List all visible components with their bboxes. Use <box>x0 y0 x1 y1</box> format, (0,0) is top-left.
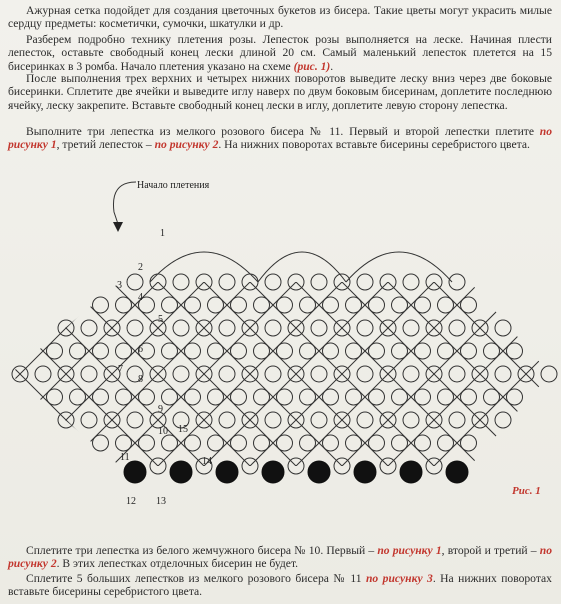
bead <box>357 320 373 336</box>
bead <box>449 320 465 336</box>
bead <box>484 343 500 359</box>
net-line <box>0 282 20 466</box>
bead <box>461 343 477 359</box>
bead <box>392 389 408 405</box>
bead <box>392 297 408 313</box>
large-petals-text-end: . На нижних поворотах вставьте бисерины серебристого цвета. <box>8 572 552 599</box>
net-line <box>0 282 20 466</box>
bead <box>357 412 373 428</box>
bead <box>93 435 109 451</box>
bead <box>300 343 316 359</box>
net-line <box>526 282 561 466</box>
bead <box>185 343 201 359</box>
figure-reference-1: по рисунку 1 <box>8 125 552 152</box>
bead <box>392 343 408 359</box>
bead <box>173 366 189 382</box>
bead <box>185 389 201 405</box>
bead <box>323 343 339 359</box>
net-line <box>526 282 561 466</box>
number-label-2: 2 <box>138 262 143 273</box>
number-label-13: 13 <box>156 496 166 507</box>
bead <box>369 343 385 359</box>
dark-bead <box>354 461 376 483</box>
net-line <box>480 282 561 466</box>
bead <box>461 389 477 405</box>
bead <box>403 412 419 428</box>
bead <box>311 274 327 290</box>
bead <box>70 343 86 359</box>
bead <box>449 366 465 382</box>
figure-reference-2: по рисунку 2 <box>154 138 219 152</box>
bead <box>300 297 316 313</box>
instructions-paragraph: После выполнения трех верхних и четырех нижних поворотов выведите леску вниз через две боковые бисеринки. Сплетите две ячейки и выведите иглу наверх по двум боковым бисеринам, доплетите последнюю ячейку, леску закрепите. Вставьте свободный конец лески в иглу, доплетите левую сторону лепестка. <box>8 72 552 112</box>
number-label-15: 15 <box>178 424 188 435</box>
bead <box>162 343 178 359</box>
petals-text-mid: , третий лепесток – <box>56 138 155 152</box>
bead <box>277 343 293 359</box>
bead <box>265 274 281 290</box>
bead <box>323 435 339 451</box>
bead <box>323 297 339 313</box>
bead <box>162 297 178 313</box>
net-line <box>0 282 112 466</box>
bead <box>277 297 293 313</box>
top-arc <box>346 252 452 282</box>
petals-text-end: . На нижних поворотах вставьте бисерины серебристого цвета. <box>218 138 530 152</box>
bead <box>81 366 97 382</box>
large-petals-paragraph <box>8 572 552 599</box>
bead <box>346 297 362 313</box>
bead <box>415 435 431 451</box>
large-petals-text: Сплетите 5 больших лепестков из мелкого розового бисера № 11 <box>26 572 366 585</box>
bead <box>357 274 373 290</box>
bead <box>265 412 281 428</box>
figure-reference-2: по рисунку 2 <box>8 544 552 571</box>
bead <box>346 389 362 405</box>
number-label-7: 7 <box>118 364 123 375</box>
bead <box>438 435 454 451</box>
number-label-9: 9 <box>158 404 163 415</box>
dark-bead <box>308 461 330 483</box>
intro-paragraph: Ажурная сетка подойдет для создания цветочных букетов из бисера. Такие цветы могут украсить милые сердцу предметы: косметички, сумочки, шкатулки и др. <box>8 4 552 31</box>
figure-reference-3: по рисунку 3 <box>365 572 433 585</box>
bead <box>139 435 155 451</box>
dark-bead <box>446 461 468 483</box>
bead <box>277 435 293 451</box>
bead <box>415 343 431 359</box>
bead <box>208 297 224 313</box>
net-line <box>0 282 66 466</box>
bead <box>139 389 155 405</box>
bead <box>208 389 224 405</box>
start-arrow <box>113 182 136 224</box>
dark-bead <box>124 461 146 483</box>
number-label-1: 1 <box>160 228 165 239</box>
net-line <box>0 282 112 466</box>
bead <box>461 435 477 451</box>
dark-bead <box>216 461 238 483</box>
net-line <box>0 282 158 466</box>
dark-bead <box>400 461 422 483</box>
net-line <box>0 282 158 466</box>
bead <box>93 389 109 405</box>
net-line <box>480 282 561 466</box>
bead <box>173 274 189 290</box>
bead <box>185 297 201 313</box>
bead <box>47 343 63 359</box>
bead <box>438 297 454 313</box>
number-label-11: 11 <box>120 452 130 463</box>
bead <box>35 366 51 382</box>
bead <box>265 320 281 336</box>
bead <box>93 343 109 359</box>
petals-paragraph <box>8 125 552 152</box>
bead <box>265 366 281 382</box>
bead <box>219 366 235 382</box>
arrow-head <box>113 222 123 232</box>
number-label-6: 6 <box>138 344 143 355</box>
bead <box>311 366 327 382</box>
dark-bead <box>170 461 192 483</box>
bead <box>231 389 247 405</box>
technique-text-end: . <box>330 59 334 73</box>
net-line <box>0 282 66 466</box>
number-label-14: 14 <box>202 456 212 467</box>
figure-reference-1: по рисунку 1 <box>377 544 442 557</box>
bead <box>81 412 97 428</box>
figure-caption: Рис. 1 <box>512 485 541 497</box>
bead <box>116 343 132 359</box>
bead <box>300 389 316 405</box>
number-label-12: 12 <box>126 496 136 507</box>
bead <box>231 343 247 359</box>
bead <box>185 435 201 451</box>
bead <box>93 297 109 313</box>
bead <box>449 412 465 428</box>
bead <box>81 320 97 336</box>
bead <box>403 320 419 336</box>
petals-text: Выполните три лепестка из мелкого розового бисера № 11. Первый и второй лепестки плетите <box>26 125 540 138</box>
start-label: Начало плетения <box>137 180 210 191</box>
number-label-3: 3 <box>117 280 122 291</box>
bead <box>254 435 270 451</box>
bead <box>438 343 454 359</box>
bead <box>116 435 132 451</box>
bead <box>162 389 178 405</box>
number-label-8: 8 <box>138 374 143 385</box>
bead <box>254 389 270 405</box>
bead <box>495 366 511 382</box>
bead <box>495 320 511 336</box>
bead <box>495 412 511 428</box>
bead <box>415 297 431 313</box>
number-label-4: 4 <box>138 292 143 303</box>
bead <box>346 435 362 451</box>
pearl-paragraph <box>8 544 552 571</box>
bead <box>484 389 500 405</box>
bead <box>219 412 235 428</box>
pearl-text-mid: , второй и третий – <box>441 544 540 557</box>
bead <box>208 343 224 359</box>
bead <box>346 343 362 359</box>
bead <box>47 389 63 405</box>
bead <box>507 389 523 405</box>
bead <box>162 435 178 451</box>
pearl-text-end: . В этих лепестках отделочных бисерин не будет. <box>56 557 299 571</box>
bead <box>392 435 408 451</box>
bead <box>369 297 385 313</box>
technique-paragraph <box>8 33 552 73</box>
bead <box>254 343 270 359</box>
bead <box>438 389 454 405</box>
bead <box>231 435 247 451</box>
bead <box>70 389 86 405</box>
bead <box>369 389 385 405</box>
bead <box>127 320 143 336</box>
bead <box>173 320 189 336</box>
bead <box>277 389 293 405</box>
figure-reference: (рис. 1) <box>293 59 331 73</box>
bead <box>415 389 431 405</box>
bead <box>357 366 373 382</box>
bead <box>116 389 132 405</box>
number-label-10: 10 <box>158 426 168 437</box>
bead <box>507 343 523 359</box>
technique-text: Разберем подробно технику плетения розы. Лепесток розы выполняется на леске. Начиная плести лепесток, оставьте свободный конец лески длиной 20 см. Самый маленький лепесток плетется на 15 бисеринках в 3 ромба. Начало плетения указано на схеме <box>8 33 552 73</box>
bead <box>231 297 247 313</box>
bead <box>116 297 132 313</box>
bead <box>219 274 235 290</box>
bead <box>208 435 224 451</box>
pearl-text: Сплетите три лепестка из белого жемчужного бисера № 10. Первый – <box>26 544 378 557</box>
number-label-5: 5 <box>158 314 163 325</box>
bead <box>311 412 327 428</box>
bead <box>323 389 339 405</box>
bead <box>219 320 235 336</box>
bead <box>127 412 143 428</box>
bead <box>403 366 419 382</box>
top-arc <box>150 252 258 282</box>
bead <box>461 297 477 313</box>
bead <box>369 435 385 451</box>
bead <box>403 274 419 290</box>
bead <box>300 435 316 451</box>
bead <box>127 274 143 290</box>
bead <box>254 297 270 313</box>
bead <box>541 366 557 382</box>
weaving-diagram <box>0 172 561 512</box>
bead <box>311 320 327 336</box>
dark-bead <box>262 461 284 483</box>
